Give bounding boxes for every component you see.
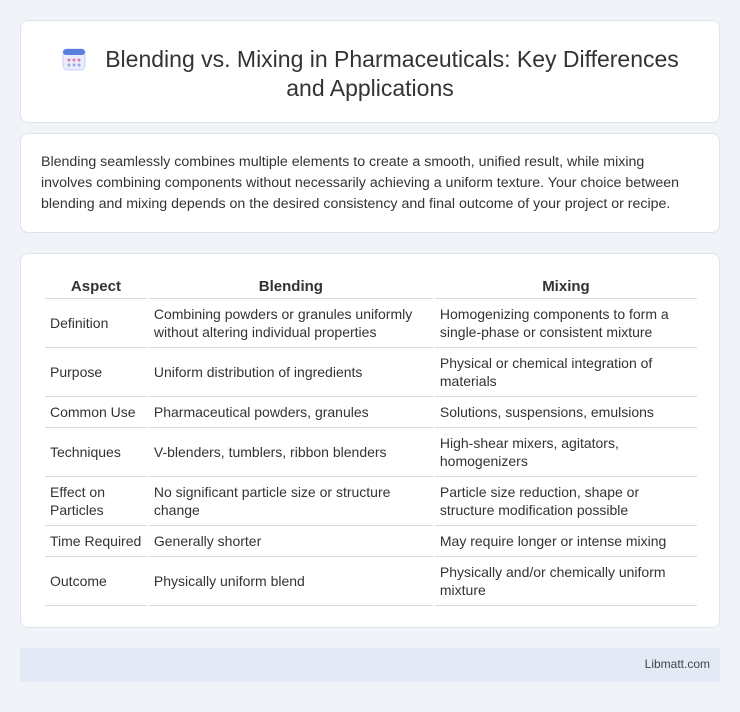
table-row: [45, 348, 697, 397]
cell-aspect: Common Use: [45, 397, 147, 428]
cell-mixing: Particle size reduction, shape or structure modification possible: [435, 477, 697, 526]
cell-blending: Generally shorter: [149, 526, 433, 557]
cell-blending: V-blenders, tumblers, ribbon blenders: [149, 428, 433, 477]
page-title: Blending vs. Mixing in Pharmaceuticals: Key Differences and Applications: [105, 46, 679, 101]
cell-blending: No significant particle size or structure change: [149, 477, 433, 526]
cell-mixing: Solutions, suspensions, emulsions: [435, 397, 697, 428]
cell-mixing: High-shear mixers, agitators, homogenizers: [435, 428, 697, 477]
cell-aspect: Effect on Particles: [45, 477, 147, 526]
cell-mixing: Physical or chemical integration of materials: [435, 348, 697, 397]
cell-blending: Physically uniform blend: [149, 557, 433, 606]
cell-aspect: Time Required: [45, 526, 147, 557]
page-title-wrap: [21, 45, 719, 103]
cell-mixing: May require longer or intense mixing: [435, 526, 697, 557]
footer-site-link[interactable]: Libmatt.com: [644, 657, 710, 671]
cell-blending: Uniform distribution of ingredients: [149, 348, 433, 397]
cell-aspect: Outcome: [45, 557, 147, 606]
cell-aspect: Techniques: [45, 428, 147, 477]
calendar-icon: [61, 46, 87, 72]
intro-card: [20, 133, 720, 233]
table-row: [45, 557, 697, 606]
cell-mixing: Physically and/or chemically uniform mixture: [435, 557, 697, 606]
header-aspect: Aspect: [45, 274, 147, 299]
table-row: [45, 397, 697, 428]
cell-blending: Combining powders or granules uniformly without altering individual properties: [149, 299, 433, 348]
table-row: [45, 428, 697, 477]
comparison-table: [43, 274, 699, 606]
footer-bar: [20, 648, 720, 682]
header-mixing: Mixing: [435, 274, 697, 299]
table-row: [45, 526, 697, 557]
comparison-table-card: [20, 253, 720, 628]
title-card: [20, 20, 720, 123]
cell-blending: Pharmaceutical powders, granules: [149, 397, 433, 428]
table-row: [45, 477, 697, 526]
table-header-row: [45, 274, 697, 299]
intro-paragraph: Blending seamlessly combines multiple elements to create a smooth, unified result, while mixing involves combining components without necessarily achieving a uniform texture. Your choice between blending and mixing depends on the desired consistency and final outcome of your project or recipe.: [41, 154, 680, 212]
cell-mixing: Homogenizing components to form a single-phase or consistent mixture: [435, 299, 697, 348]
table-row: [45, 299, 697, 348]
cell-aspect: Purpose: [45, 348, 147, 397]
cell-aspect: Definition: [45, 299, 147, 348]
header-blending: Blending: [149, 274, 433, 299]
